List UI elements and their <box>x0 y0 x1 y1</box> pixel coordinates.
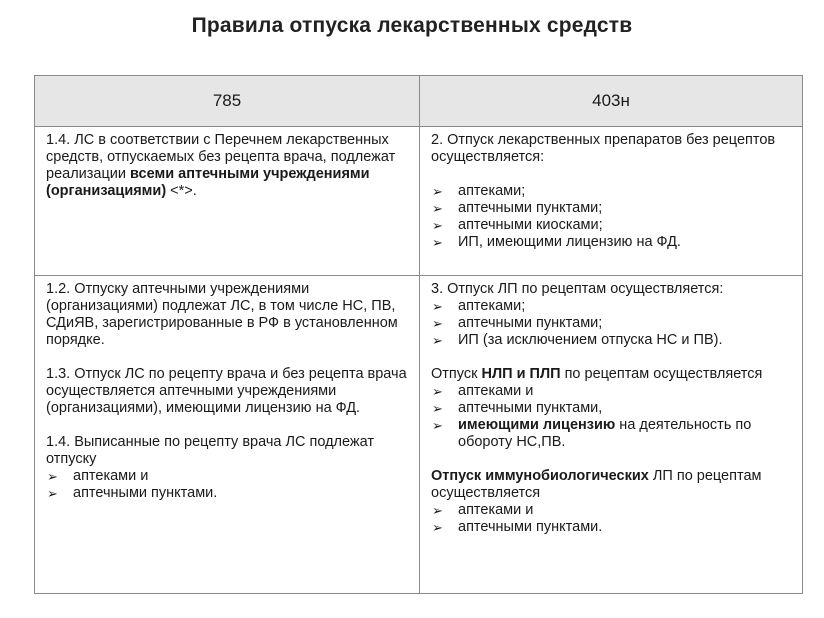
paragraph-3: 3. Отпуск ЛП по рецептам осуществляется: <box>431 281 724 297</box>
check-arrow-icon: ➢ <box>432 299 443 314</box>
check-arrow-icon: ➢ <box>432 235 443 250</box>
paragraph-1-4: 1.4. ЛС в соответствии с Перечнем лекарственных средств, отпускаемых без рецепта врача, подлежат реализации всеми аптечными учреждениями (организациями) <*>. <box>46 132 396 199</box>
check-arrow-icon: ➢ <box>432 503 443 518</box>
table-row <box>35 127 803 276</box>
cell-403n-rx <box>420 276 803 594</box>
check-arrow-icon: ➢ <box>47 469 58 484</box>
check-arrow-icon: ➢ <box>432 384 443 399</box>
list-item: ➢ аптечными пунктами, <box>432 400 603 416</box>
immunobiological-list <box>431 502 792 536</box>
list-item: ➢ аптеками; <box>432 183 526 199</box>
paragraph-1-3: 1.3. Отпуск ЛС по рецепту врача и без рецепта врача осуществляется аптечными учреждениями (организациями), имеющими лицензию на ФД. <box>46 366 407 416</box>
check-arrow-icon: ➢ <box>432 401 443 416</box>
paragraph-1-4-rx: 1.4. Выписанные по рецепту врача ЛС подлежат отпуску <box>46 434 374 467</box>
check-arrow-icon: ➢ <box>432 201 443 216</box>
list-item: ➢ аптечными киосками; <box>432 217 603 233</box>
check-arrow-icon: ➢ <box>432 218 443 233</box>
list-item: ➢ аптечными пунктами. <box>432 519 603 535</box>
cell-403n-otc <box>420 127 803 276</box>
rx-list-403n <box>431 298 792 349</box>
check-arrow-icon: ➢ <box>47 486 58 501</box>
rx-list-785 <box>46 468 409 502</box>
column-header-403n: 403н <box>420 76 803 127</box>
check-arrow-icon: ➢ <box>432 418 443 433</box>
list-item: ➢ имеющими лицензию на деятельность по обороту НС,ПВ. <box>432 417 752 450</box>
check-arrow-icon: ➢ <box>432 316 443 331</box>
check-arrow-icon: ➢ <box>432 520 443 535</box>
list-item: ➢ аптечными пунктами. <box>47 485 218 501</box>
nlp-plp-list <box>431 383 792 451</box>
cell-785-otc <box>35 127 420 276</box>
list-item: ➢ ИП (за исключением отпуска НС и ПВ). <box>432 332 723 348</box>
paragraph-immunobiological: Отпуск иммунобиологических ЛП по рецептам осуществляется <box>431 468 762 501</box>
list-item: ➢ ИП, имеющими лицензию на ФД. <box>432 234 681 250</box>
list-item: ➢ аптеками и <box>47 468 149 484</box>
cell-785-rx <box>35 276 420 594</box>
list-item: ➢ аптечными пунктами; <box>432 200 603 216</box>
paragraph-1-2: 1.2. Отпуску аптечными учреждениями (организациями) подлежат ЛС, в том числе НС, ПВ, СДиЯВ, зарегистрированные в РФ в установленном порядке. <box>46 281 398 348</box>
check-arrow-icon: ➢ <box>432 184 443 199</box>
check-arrow-icon: ➢ <box>432 333 443 348</box>
list-item: ➢ аптеками и <box>432 502 534 518</box>
paragraph-2: 2. Отпуск лекарственных препаратов без рецептов осуществляется: <box>431 132 776 165</box>
paragraph-nlp-plp: Отпуск НЛП и ПЛП по рецептам осуществляется <box>431 366 763 382</box>
header-row <box>35 76 803 127</box>
column-header-785: 785 <box>35 76 420 127</box>
list-item: ➢ аптеками; <box>432 298 526 314</box>
table-row <box>35 276 803 594</box>
comparison-table <box>34 75 803 594</box>
list-item: ➢ аптечными пунктами; <box>432 315 603 331</box>
list-item: ➢ аптеками и <box>432 383 534 399</box>
otc-list <box>431 183 792 251</box>
page-title: Правила отпуска лекарственных средств <box>191 14 633 37</box>
